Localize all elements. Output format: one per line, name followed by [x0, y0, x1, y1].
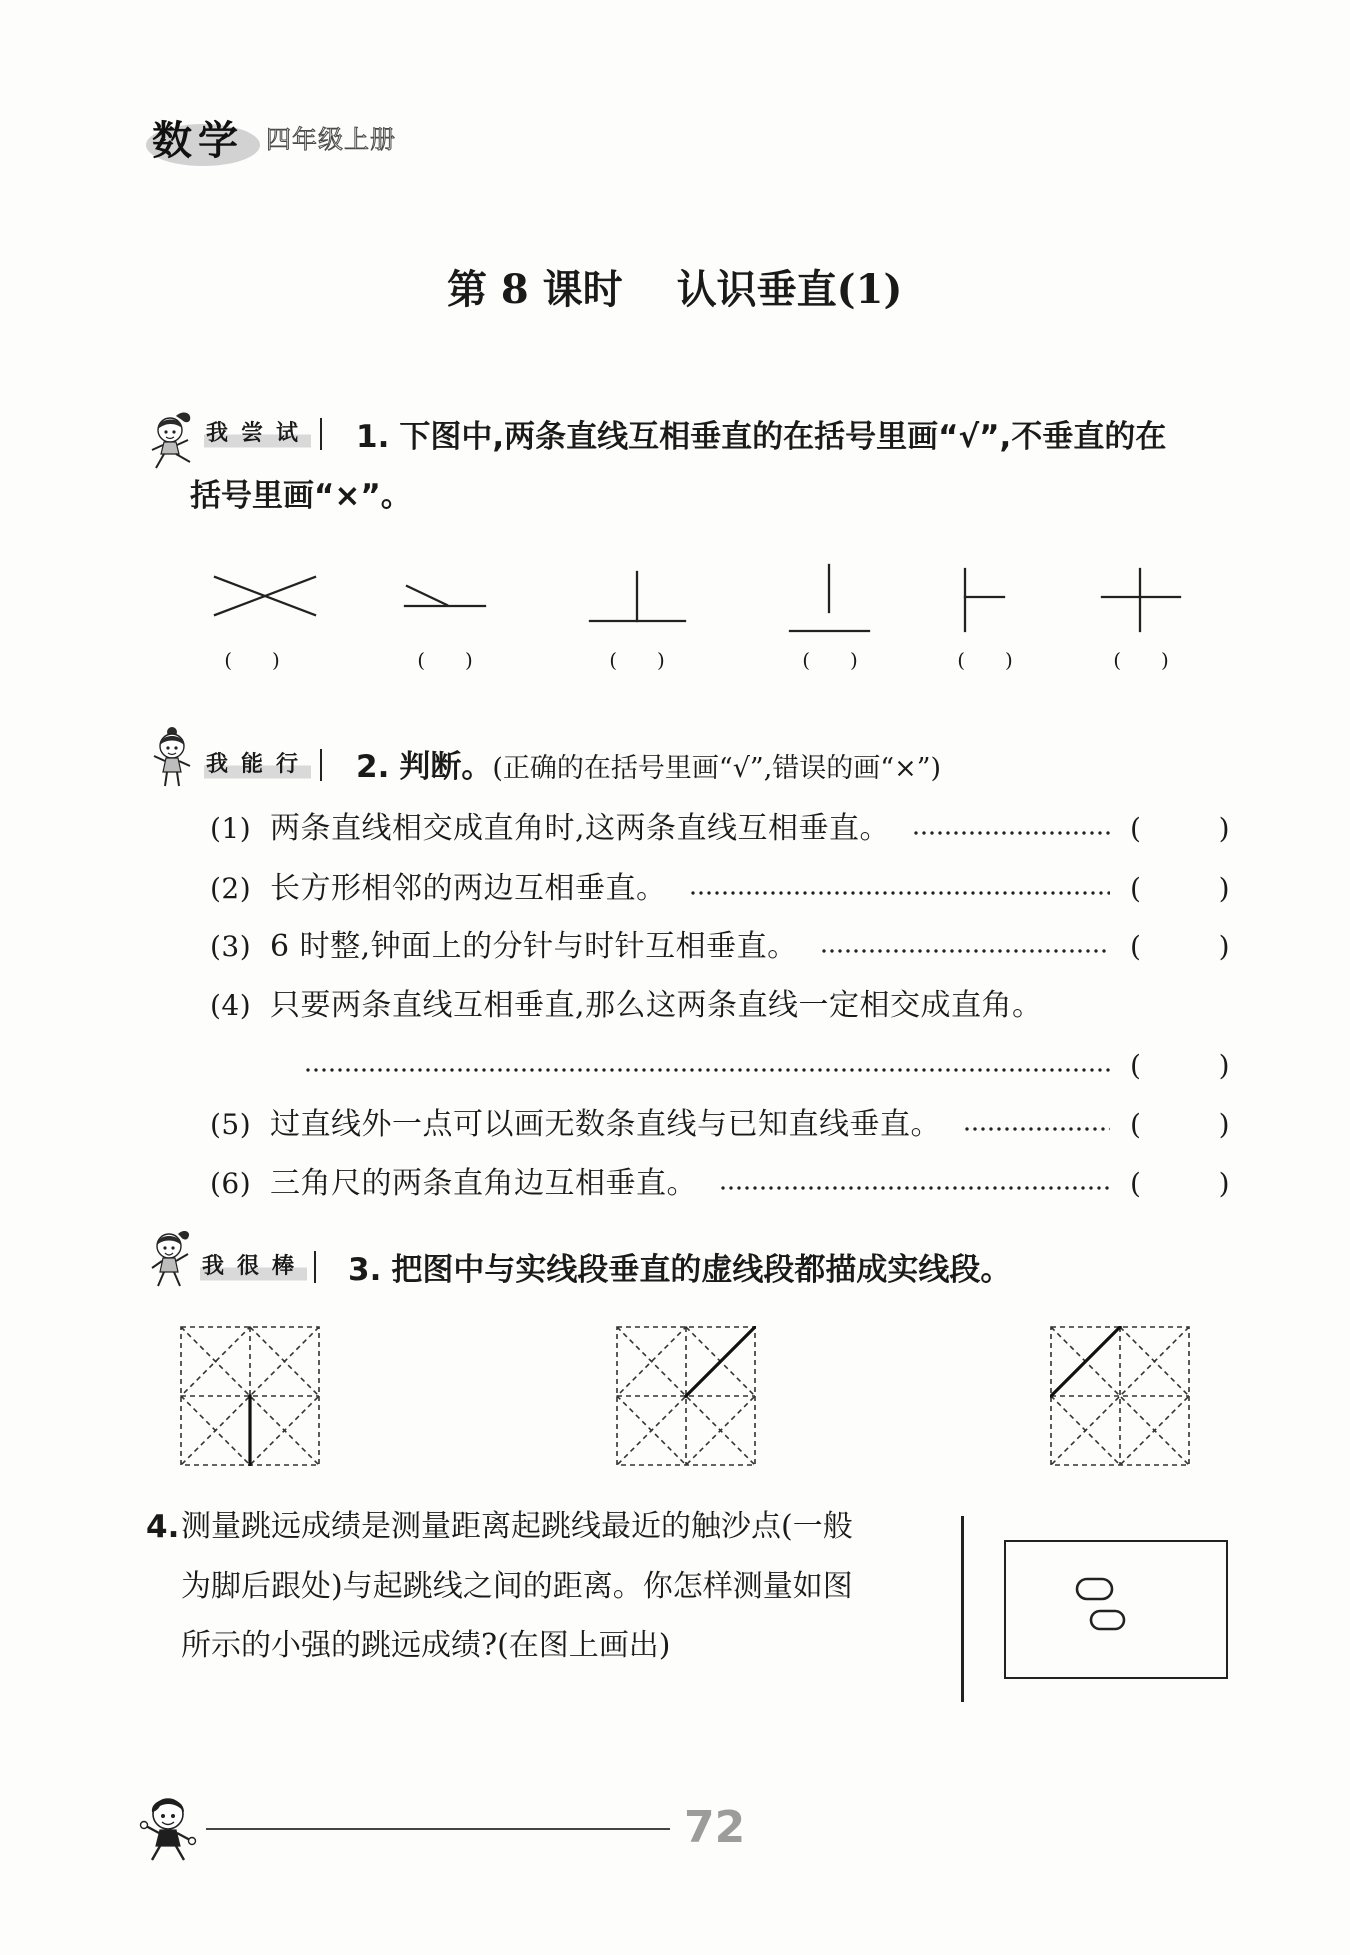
subject-title: 数学: [152, 118, 244, 164]
blank-open-paren: (: [1130, 812, 1142, 845]
dot-leader: [963, 1125, 1110, 1133]
lesson-topic: 认识垂直(1): [676, 266, 903, 313]
question-3-number: 3.: [348, 1252, 382, 1288]
section-label-can-do: 我能行: [204, 748, 311, 782]
blank-close-paren: ): [1218, 872, 1230, 905]
section-label-great: 我很棒: [200, 1250, 307, 1284]
item-statement: 6 时整,钟面上的分针与时针互相垂直。: [270, 929, 798, 964]
item-number: (4): [210, 989, 252, 1022]
figure-1-intersecting-lines: [210, 570, 320, 622]
footprint-2: [1091, 1611, 1124, 1629]
blank-close-paren: ): [1218, 812, 1230, 845]
section-label-try: 我尝试: [204, 417, 311, 451]
figure-2-acute-angle-lines: [400, 578, 490, 614]
sand-pit: [1004, 1540, 1228, 1679]
blank-close-paren: ): [1218, 1167, 1230, 1200]
figure-4-separated-lines: [785, 560, 875, 636]
answer-blank: [1130, 869, 1230, 909]
item-statement: 长方形相邻的两边互相垂直。: [270, 871, 667, 906]
cartoon-girl-icon: [146, 726, 200, 788]
answer-blank-5: ( ): [957, 648, 1013, 672]
question-3-text: 把图中与实线段垂直的虚线段都描成实线段。: [391, 1252, 1012, 1288]
grid-square-3: [1050, 1326, 1190, 1466]
question-2-number: 2.: [356, 749, 390, 785]
question-2-heading: [356, 747, 941, 789]
dot-leader: [689, 889, 1111, 897]
item-number: (2): [210, 872, 252, 905]
lesson-title: [447, 266, 902, 314]
take-off-line: [961, 1516, 964, 1702]
question-1-text: 下图中,两条直线互相垂直的在括号里画“√”,不垂直的在: [399, 419, 1167, 455]
item-number: (1): [210, 812, 252, 845]
dot-leader: [304, 1066, 1110, 1074]
answer-blank: [1130, 809, 1230, 849]
blank-open-paren: (: [1130, 930, 1142, 963]
blank-close-paren: ): [1218, 1108, 1230, 1141]
grid-square-2: [616, 1326, 756, 1466]
item-number: (3): [210, 930, 252, 963]
blank-close-paren: ): [1218, 1049, 1230, 1082]
answer-blank: [1130, 1046, 1230, 1086]
answer-blank: [1130, 927, 1230, 967]
question-4-text-line-2: 为脚后跟处)与起跳线之间的距离。你怎样测量如图: [181, 1569, 853, 1604]
item-statement: 只要两条直线互相垂直,那么这两条直线一定相交成直角。: [270, 988, 1043, 1023]
blank-close-paren: ): [1218, 930, 1230, 963]
judgement-item-1: [210, 809, 1230, 849]
blank-open-paren: (: [1130, 1108, 1142, 1141]
answer-blank-1: ( ): [224, 648, 280, 672]
question-1-number: 1.: [356, 419, 390, 455]
footprint-1: [1077, 1579, 1112, 1599]
subject-badge: [146, 116, 260, 168]
cartoon-girl-icon: [144, 1226, 198, 1288]
item-statement: 过直线外一点可以画无数条直线与已知直线垂直。: [270, 1107, 941, 1142]
section-label-divider: [314, 1251, 316, 1283]
section-label-divider: [320, 418, 322, 450]
judgement-item-5: [210, 1105, 1230, 1145]
answer-blank: [1130, 1105, 1230, 1145]
figure-5-side-t-lines: [958, 565, 1010, 635]
dot-leader: [719, 1184, 1110, 1192]
question-1-line-1: [356, 417, 1166, 457]
footer-rule: [206, 1828, 670, 1830]
judgement-item-6: [210, 1164, 1230, 1204]
question-4-number: 4.: [146, 1509, 180, 1545]
cartoon-boy-icon: [138, 1790, 204, 1864]
page-number: 72: [684, 1802, 746, 1853]
grade-label: 四年级上册: [266, 125, 397, 154]
answer-blank-4: ( ): [802, 648, 858, 672]
dot-leader: [820, 947, 1110, 955]
cartoon-girl-icon: [146, 410, 200, 472]
footprints: [1006, 1542, 1226, 1677]
judgement-item-2: [210, 869, 1230, 909]
judgement-item-4-answer-line: [304, 1046, 1230, 1086]
answer-blank-2: ( ): [417, 648, 473, 672]
grid-square-1: [180, 1326, 320, 1466]
answer-blank: [1130, 1164, 1230, 1204]
figure-3-inverted-t-lines: [585, 565, 690, 627]
item-number: (6): [210, 1167, 252, 1200]
question-1-text-continued: 括号里画“×”。: [190, 478, 412, 514]
judgement-item-3: [210, 927, 1230, 967]
item-statement: 两条直线相交成直角时,这两条直线互相垂直。: [270, 811, 891, 846]
question-4-text-line-3: 所示的小强的跳远成绩?(在图上画出): [181, 1628, 671, 1663]
blank-open-paren: (: [1130, 1049, 1142, 1082]
judgement-item-4: [210, 986, 1230, 1026]
question-1-line-2: [190, 476, 412, 516]
figure-6-cross-lines: [1097, 565, 1185, 635]
blank-open-paren: (: [1130, 872, 1142, 905]
lesson-number: 第 8 课时: [447, 266, 623, 313]
dot-leader: [912, 829, 1110, 837]
blank-open-paren: (: [1130, 1167, 1142, 1200]
question-3-heading: [348, 1250, 1011, 1290]
item-number: (5): [210, 1108, 252, 1141]
answer-blank-6: ( ): [1113, 648, 1169, 672]
question-4-text-line-1: 测量跳远成绩是测量距离起跳线最近的触沙点(一般: [181, 1509, 853, 1544]
question-2-title: 判断。: [399, 749, 493, 785]
item-statement: 三角尺的两条直角边互相垂直。: [270, 1166, 697, 1201]
answer-blank-3: ( ): [609, 648, 665, 672]
question-2-instructions: (正确的在括号里画“√”,错误的画“×”): [492, 753, 942, 784]
section-label-divider: [320, 749, 322, 781]
